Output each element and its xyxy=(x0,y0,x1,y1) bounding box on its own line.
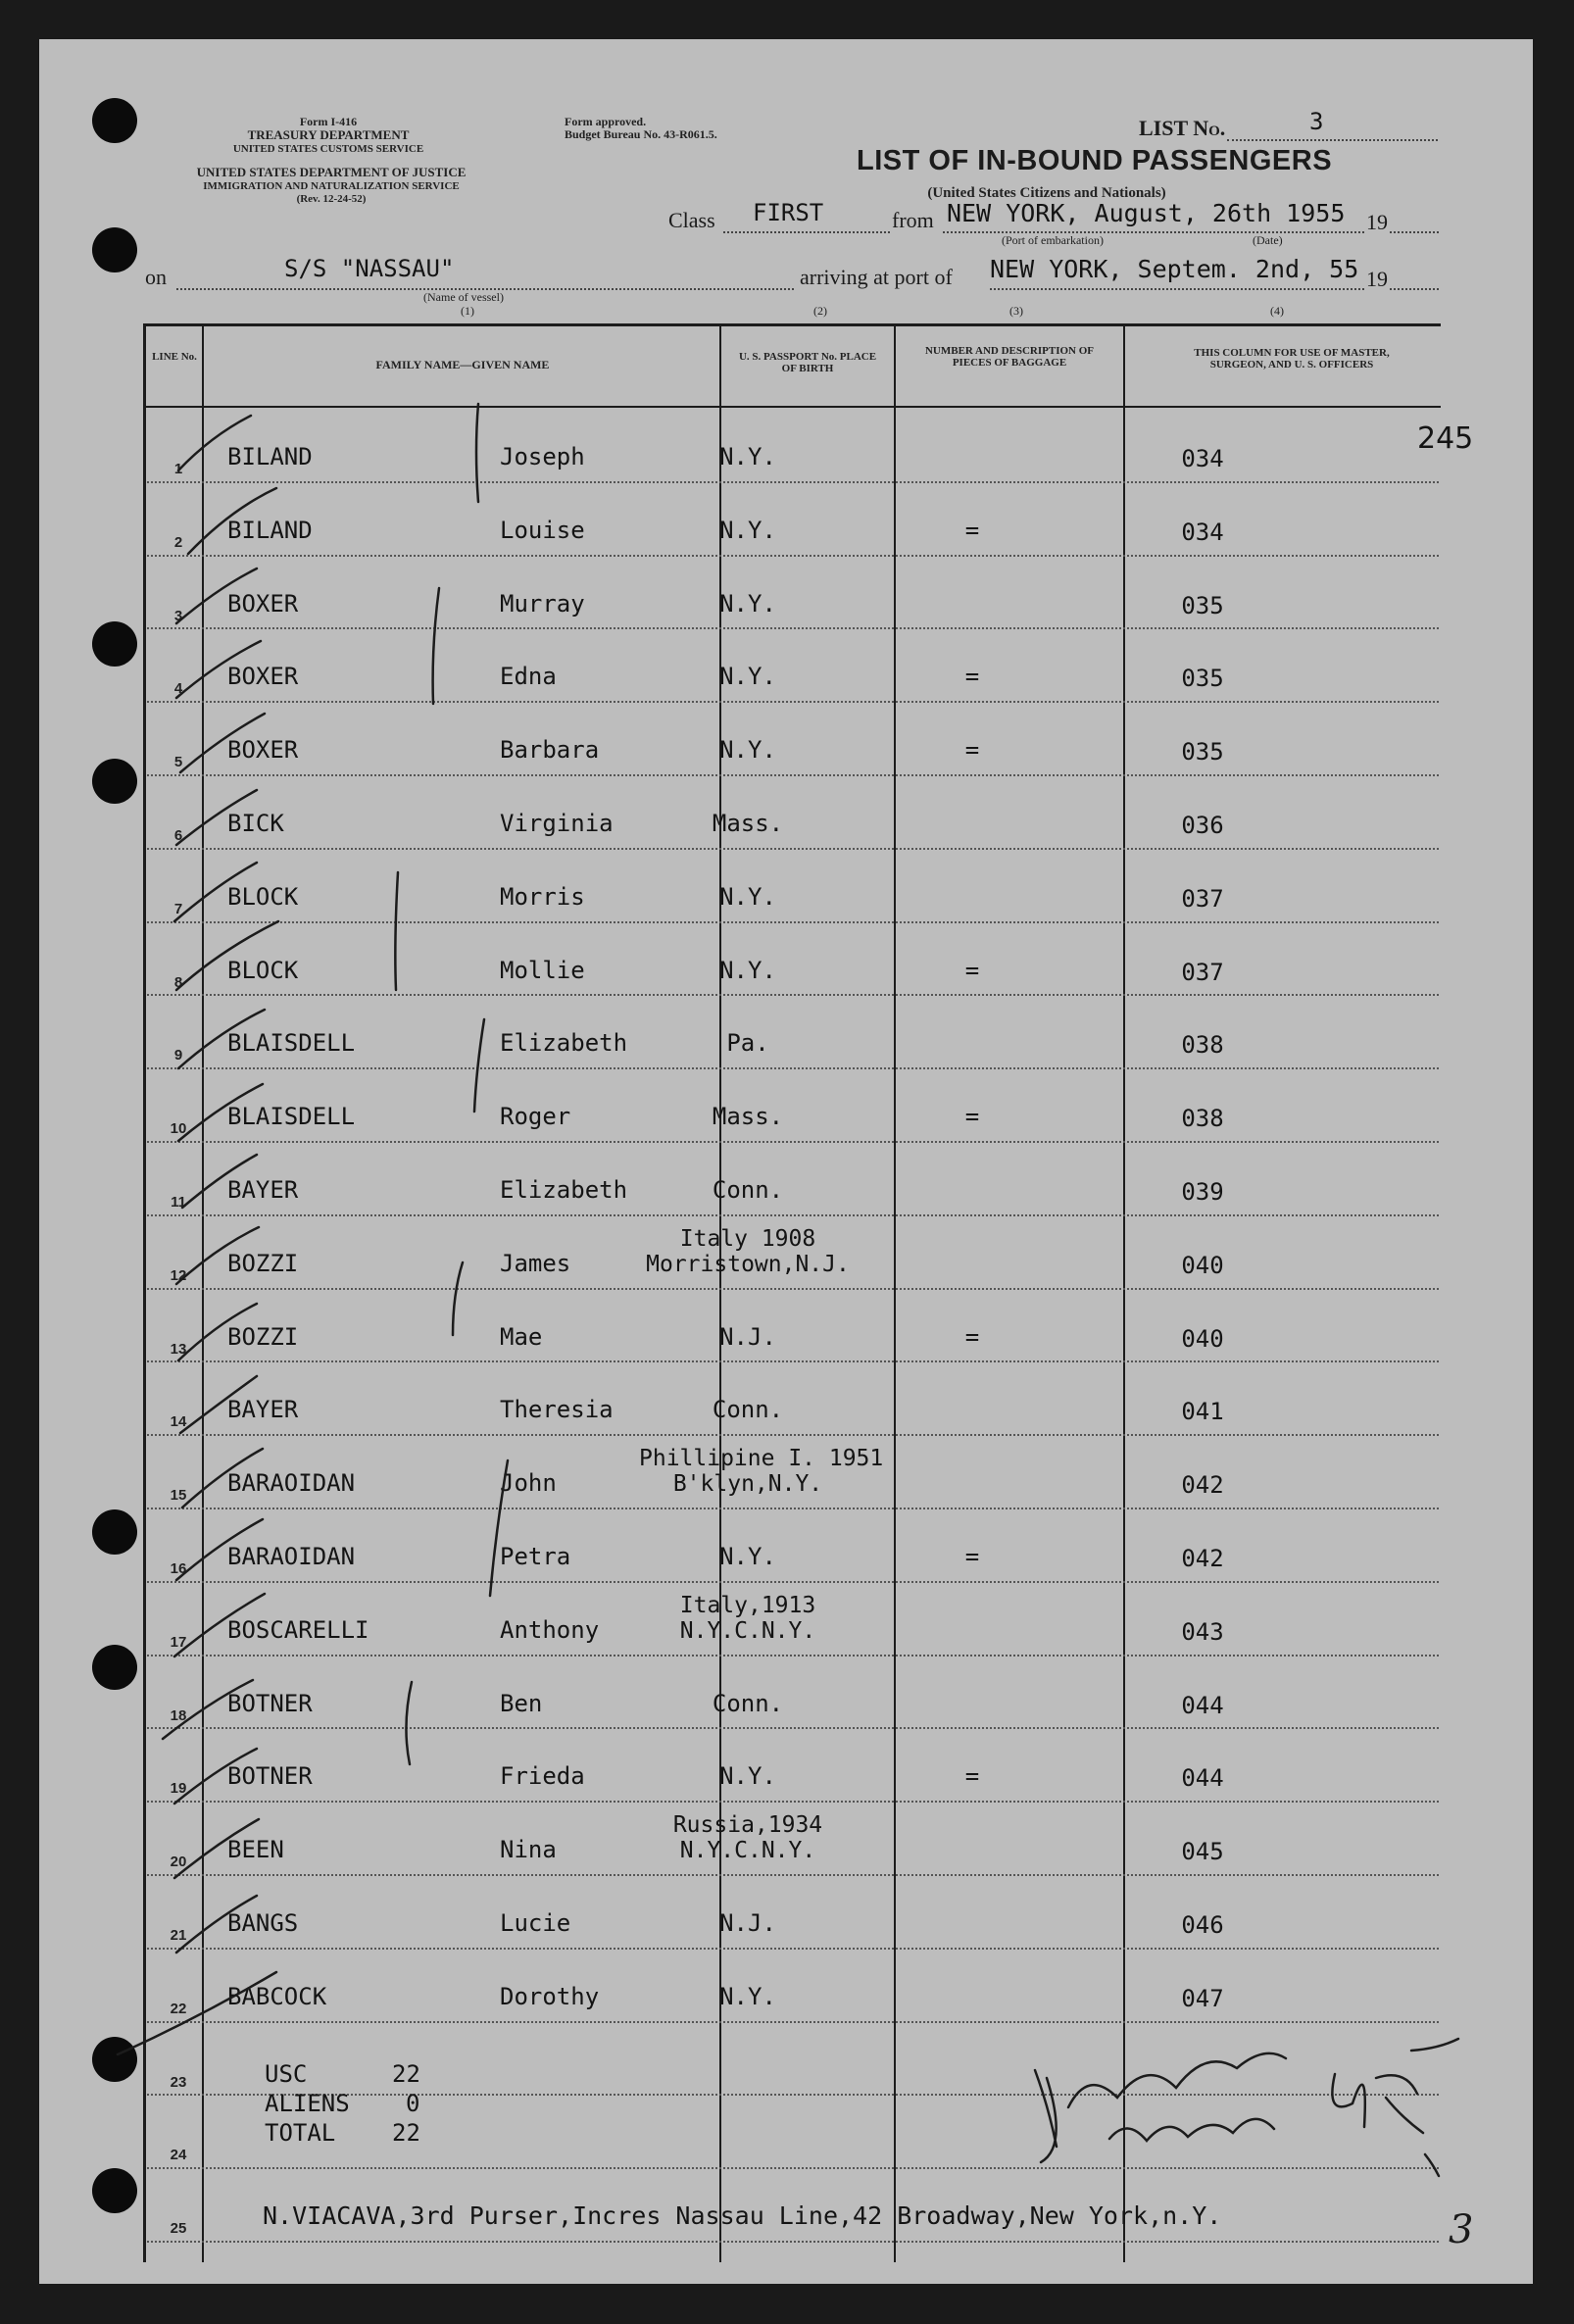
family-name: BARAOIDAN xyxy=(227,1469,356,1498)
place-of-birth: N.Y.C.N.Y. xyxy=(679,1617,816,1644)
birth-year-note: Phillipine I. 1951 xyxy=(639,1446,884,1472)
place-of-birth: N.J. xyxy=(719,1909,776,1937)
given-name: Lucie xyxy=(500,1909,571,1937)
form-revision: (Rev. 12-24-52) xyxy=(296,193,367,205)
family-name: BOZZI xyxy=(227,1249,299,1277)
check-mark-1 xyxy=(178,416,251,470)
family-name: BILAND xyxy=(227,516,313,544)
header-officers: THIS COLUMN FOR USE OF MASTER, SURGEON, AND U. S. OFFICERS xyxy=(1194,347,1390,371)
header-line-no: LINE No. xyxy=(152,351,197,363)
bracket-stroke-3 xyxy=(395,872,398,990)
officer-code: 034 xyxy=(1181,518,1224,546)
usc-label: USC xyxy=(265,2060,308,2088)
class-value: FIRST xyxy=(753,199,824,226)
arriving-value: NEW YORK, Septem. 2nd, 55 xyxy=(990,255,1359,283)
officer-code: 044 xyxy=(1181,1764,1224,1793)
vessel-name: S/S "NASSAU" xyxy=(284,255,455,282)
officer-code: 037 xyxy=(1181,958,1224,986)
check-mark-3 xyxy=(176,569,257,623)
given-name: Nina xyxy=(500,1836,557,1864)
check-mark-11 xyxy=(182,1155,257,1208)
check-mark-12 xyxy=(176,1227,259,1284)
check-mark-22 xyxy=(118,1972,276,2054)
place-of-birth: Morristown,N.J. xyxy=(646,1251,850,1277)
given-name: James xyxy=(500,1249,571,1277)
line-number: 7 xyxy=(173,900,183,917)
baggage-mark: = xyxy=(964,956,980,984)
total-label: TOTAL xyxy=(265,2119,336,2147)
column-caption-3: (3) xyxy=(1009,304,1023,318)
officer-code: 037 xyxy=(1181,884,1224,913)
check-mark-2 xyxy=(188,488,276,554)
officer-code: 040 xyxy=(1181,1251,1224,1279)
bracket-stroke-1 xyxy=(476,404,478,502)
birth-year-note: Italy 1908 xyxy=(679,1225,816,1252)
officer-code: 034 xyxy=(1181,445,1224,472)
family-name: BLAISDELL xyxy=(227,1029,356,1058)
officer-code: 039 xyxy=(1181,1178,1224,1206)
list-number: 3 xyxy=(1309,108,1324,135)
line-number: 17 xyxy=(170,1633,187,1651)
bracket-stroke-5 xyxy=(453,1262,463,1335)
place-of-birth: N.Y. xyxy=(719,1543,776,1570)
check-mark-21 xyxy=(176,1896,257,1953)
officer-code: 044 xyxy=(1181,1691,1224,1719)
given-name: Virginia xyxy=(500,810,614,837)
baggage-mark: = xyxy=(964,516,980,544)
line-number: 22 xyxy=(170,2000,187,2017)
officer-code: 036 xyxy=(1181,812,1224,839)
place-of-birth: Conn. xyxy=(712,1396,784,1424)
check-mark-7 xyxy=(174,863,257,921)
check-mark-16 xyxy=(176,1519,263,1580)
given-name: Louise xyxy=(500,516,585,544)
header-baggage: NUMBER AND DESCRIPTION OF PIECES OF BAGGAGE xyxy=(924,345,1095,369)
total-value: 22 xyxy=(392,2119,420,2147)
place-of-birth: N.Y. xyxy=(719,589,776,618)
line-number: 21 xyxy=(170,1927,187,1944)
from-label: from xyxy=(892,208,934,232)
header-passport: U. S. PASSPORT No. PLACE OF BIRTH xyxy=(738,351,877,374)
family-name: BOXER xyxy=(227,736,299,765)
baggage-mark: = xyxy=(964,736,980,765)
line-number: 8 xyxy=(173,973,183,991)
check-mark-5 xyxy=(180,714,265,772)
check-mark-10 xyxy=(178,1084,263,1141)
officer-code: 045 xyxy=(1181,1838,1224,1866)
budget-bureau: Budget Bureau No. 43-R061.5. xyxy=(565,127,717,141)
form-approved: Form approved. xyxy=(565,115,647,128)
line-number: 12 xyxy=(170,1266,187,1284)
family-name: BOZZI xyxy=(227,1322,299,1351)
officer-code: 035 xyxy=(1181,738,1224,766)
family-name: BAYER xyxy=(227,1176,299,1204)
place-of-birth: N.Y. xyxy=(719,663,776,691)
initials-stroke xyxy=(1332,2039,1458,2176)
place-of-birth: B'klyn,N.Y. xyxy=(672,1471,823,1498)
line-number: 24 xyxy=(170,2147,187,2164)
given-name: Elizabeth xyxy=(500,1176,628,1204)
bracket-stroke-6 xyxy=(490,1460,508,1596)
given-name: Mollie xyxy=(500,956,585,984)
given-name: Petra xyxy=(500,1543,571,1570)
signature-stroke xyxy=(1035,2053,1286,2162)
column-caption-1: (1) xyxy=(461,304,474,318)
class-label: Class xyxy=(668,208,715,232)
line-number: 15 xyxy=(170,1487,187,1505)
aliens-label: ALIENS xyxy=(265,2090,350,2117)
check-mark-4 xyxy=(176,641,261,698)
line-number: 20 xyxy=(170,1854,187,1871)
officer-code: 042 xyxy=(1181,1545,1224,1572)
officer-code: 043 xyxy=(1181,1617,1224,1646)
arriving-label: arriving at port of xyxy=(800,265,953,289)
given-name: Mae xyxy=(500,1322,543,1351)
vessel-caption: (Name of vessel) xyxy=(423,290,504,304)
line-number: 10 xyxy=(170,1120,187,1138)
place-of-birth: N.Y. xyxy=(719,1982,776,2010)
family-name: BOSCARELLI xyxy=(227,1615,369,1644)
place-of-birth: N.Y. xyxy=(719,736,776,765)
treasury-department: TREASURY DEPARTMENT xyxy=(247,127,410,142)
family-name: BOXER xyxy=(227,663,299,691)
place-of-birth: N.Y. xyxy=(719,882,776,911)
bracket-stroke-4 xyxy=(474,1019,484,1112)
family-name: BLAISDELL xyxy=(227,1103,356,1131)
baggage-mark: = xyxy=(964,1322,980,1351)
given-name: Barbara xyxy=(500,736,600,765)
column-caption-2: (2) xyxy=(813,304,827,318)
place-of-birth: Mass. xyxy=(712,1103,784,1131)
place-of-birth: N.Y. xyxy=(719,516,776,544)
officer-code: 041 xyxy=(1181,1398,1224,1426)
bracket-stroke-7 xyxy=(406,1682,412,1764)
corner-mark: 3 xyxy=(1449,2207,1474,2252)
family-name: BANGS xyxy=(227,1909,299,1937)
place-of-birth: N.J. xyxy=(719,1322,776,1351)
signature-stroke xyxy=(1109,2119,1274,2141)
date-caption: (Date) xyxy=(1253,233,1283,247)
family-name: BEEN xyxy=(227,1836,284,1864)
family-name: BAYER xyxy=(227,1396,299,1424)
line-number: 19 xyxy=(170,1780,187,1798)
given-name: Roger xyxy=(500,1103,571,1131)
port-caption: (Port of embarkation) xyxy=(1002,233,1104,247)
family-name: BOTNER xyxy=(227,1762,313,1791)
place-of-birth: N.Y.C.N.Y. xyxy=(679,1838,816,1864)
form-number: Form I-416 xyxy=(299,115,358,128)
given-name: Theresia xyxy=(500,1396,614,1424)
given-name: Morris xyxy=(500,882,585,911)
check-mark-20 xyxy=(174,1819,259,1878)
line-number: 6 xyxy=(173,827,183,844)
line-number: 18 xyxy=(170,1706,187,1724)
baggage-mark: = xyxy=(964,1103,980,1131)
place-of-birth: Pa. xyxy=(726,1029,769,1058)
line-number: 13 xyxy=(170,1340,187,1358)
family-name: BLOCK xyxy=(227,882,299,911)
given-name: Elizabeth xyxy=(500,1029,628,1058)
officer-code: 047 xyxy=(1181,1984,1224,2012)
check-mark-9 xyxy=(178,1010,265,1068)
given-name: Murray xyxy=(500,589,585,618)
officer-code: 035 xyxy=(1181,665,1224,693)
family-name: BILAND xyxy=(227,443,313,470)
list-number-label: LIST No. xyxy=(1139,116,1226,140)
bracket-stroke-2 xyxy=(433,588,439,704)
place-of-birth: Conn. xyxy=(712,1176,784,1204)
given-name: Ben xyxy=(500,1689,543,1717)
family-name: BARAOIDAN xyxy=(227,1543,356,1570)
birth-year-note: Italy,1913 xyxy=(679,1592,816,1618)
check-mark-17 xyxy=(174,1594,265,1656)
given-name: Anthony xyxy=(500,1615,600,1644)
family-name: BLOCK xyxy=(227,956,299,984)
page-mark: 245 xyxy=(1417,421,1474,456)
from-value: NEW YORK, August, 26th 1955 xyxy=(947,199,1346,227)
aliens-value: 0 xyxy=(406,2090,420,2117)
given-name: Edna xyxy=(500,663,557,691)
place-of-birth: Mass. xyxy=(712,810,784,837)
line-number: 4 xyxy=(173,680,183,698)
check-mark-8 xyxy=(176,921,278,990)
line-number: 2 xyxy=(173,533,183,551)
officer-code: 040 xyxy=(1181,1324,1224,1353)
purser-line: N.VIACAVA,3rd Purser,Incres Nassau Line,42 Broadway,New York,n.Y. xyxy=(263,2201,1222,2230)
line-number: 14 xyxy=(170,1413,187,1431)
check-mark-15 xyxy=(182,1449,263,1508)
family-name: BICK xyxy=(227,810,284,837)
document-subtitle: (United States Citizens and Nationals) xyxy=(927,185,1166,201)
naturalization-service: IMMIGRATION AND NATURALIZATION SERVICE xyxy=(203,180,460,192)
baggage-mark: = xyxy=(964,663,980,691)
line-number: 23 xyxy=(170,2073,187,2091)
check-mark-18 xyxy=(163,1680,253,1739)
given-name: John xyxy=(500,1469,557,1498)
place-of-birth: N.Y. xyxy=(719,443,776,470)
year-prefix: 19 xyxy=(1366,210,1388,234)
document-title: LIST OF IN-BOUND PASSENGERS xyxy=(857,145,1333,176)
year-prefix: 19 xyxy=(1366,267,1388,291)
place-of-birth: N.Y. xyxy=(719,1762,776,1791)
family-name: BABCOCK xyxy=(227,1982,327,2010)
check-mark-6 xyxy=(176,790,257,845)
place-of-birth: Conn. xyxy=(712,1689,784,1717)
given-name: Dorothy xyxy=(500,1982,600,2010)
family-name: BOXER xyxy=(227,589,299,618)
line-number: 3 xyxy=(173,607,183,624)
check-mark-19 xyxy=(174,1749,257,1804)
given-name: Frieda xyxy=(500,1762,585,1791)
officer-code: 038 xyxy=(1181,1105,1224,1133)
column-caption-4: (4) xyxy=(1270,304,1284,318)
officer-code: 035 xyxy=(1181,591,1224,619)
family-name: BOTNER xyxy=(227,1689,313,1717)
usc-value: 22 xyxy=(392,2060,420,2088)
place-of-birth: N.Y. xyxy=(719,956,776,984)
vessel-on-label: on xyxy=(145,265,167,289)
officer-code: 038 xyxy=(1181,1031,1224,1060)
customs-service: UNITED STATES CUSTOMS SERVICE xyxy=(232,143,424,155)
officer-code: 042 xyxy=(1181,1471,1224,1500)
line-number: 5 xyxy=(173,754,183,771)
check-mark-13 xyxy=(178,1304,257,1360)
line-number: 9 xyxy=(173,1047,183,1064)
baggage-mark: = xyxy=(964,1543,980,1570)
check-mark-14 xyxy=(180,1376,257,1433)
line-number: 25 xyxy=(170,2220,187,2238)
birth-year-note: Russia,1934 xyxy=(672,1812,823,1839)
line-number: 11 xyxy=(171,1194,186,1211)
baggage-mark: = xyxy=(964,1762,980,1791)
header-name: FAMILY NAME—GIVEN NAME xyxy=(375,358,550,371)
given-name: Joseph xyxy=(500,443,585,470)
officer-code: 046 xyxy=(1181,1911,1224,1939)
line-number: 1 xyxy=(173,461,183,477)
justice-department: UNITED STATES DEPARTMENT OF JUSTICE xyxy=(196,165,467,179)
line-number: 16 xyxy=(170,1560,187,1577)
